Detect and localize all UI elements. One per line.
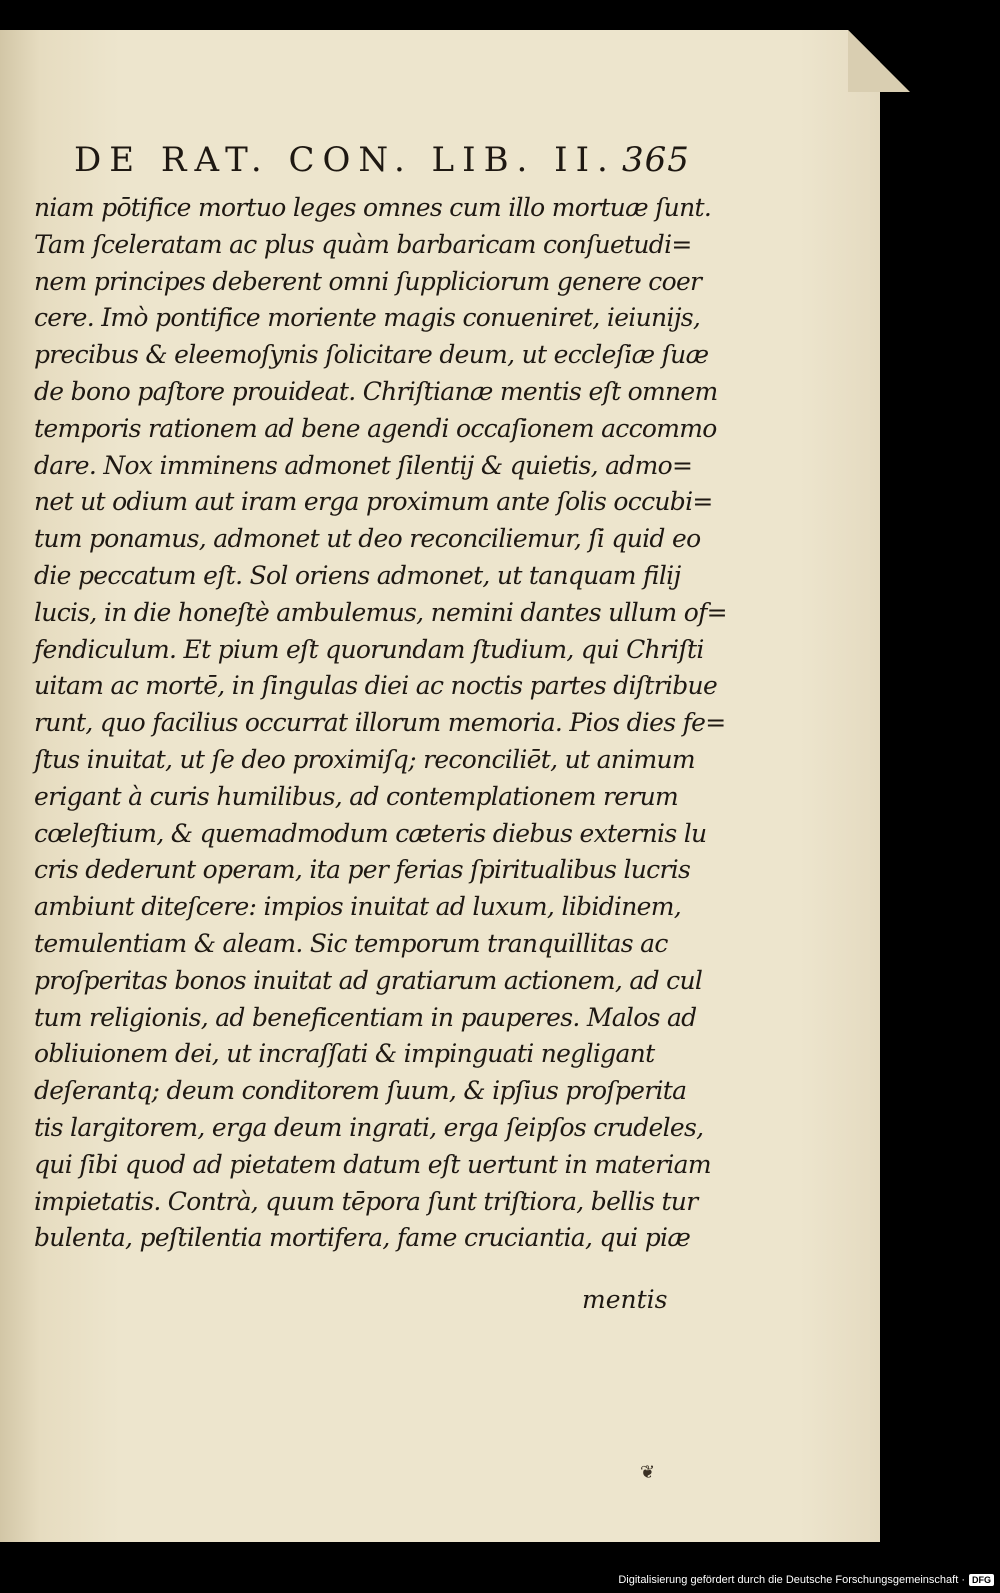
text-line: cere. Imò pontifice moriente magis conueniret, ieiunijs, — [34, 303, 701, 333]
text-line: niam pōtifice mortuo leges omnes cum illo mortuæ ſunt. — [34, 193, 712, 222]
text-line: qui ſibi quod ad pietatem datum eſt uertunt in materiam — [34, 1149, 711, 1179]
text-line: net ut odium aut iram erga proximum ante ſolis occubi= — [34, 487, 713, 517]
text-line: tis largitorem, erga deum ingrati, erga ſeipſos crudeles, — [34, 1112, 704, 1142]
text-line: precibus & eleemoſynis ſolicitare deum, ut eccleſiæ ſuæ — [34, 340, 709, 370]
text-line: cœleſtium, & quemadmodum cæteris diebus externis lu — [34, 818, 707, 848]
text-line: lucis, in die honeſtè ambulemus, nemini dantes ullum of= — [34, 597, 727, 627]
text-line: proſperitas bonos inuitat ad gratiarum actionem, ad cul — [34, 965, 703, 995]
text-line: deſerantq; deum conditorem ſuum, & ipſius proſperita — [34, 1076, 687, 1106]
text-line: runt, quo facilius occurrat illorum memoria. Pios dies fe= — [34, 708, 726, 738]
text-line: dare. Nox imminens admonet ſilentij & quietis, admo= — [34, 450, 693, 480]
ink-mark-icon: ❦ — [640, 1462, 656, 1483]
text-line: obliuionem dei, ut incraſſati & impinguati negligant — [34, 1039, 655, 1069]
catchword: mentis — [582, 1285, 668, 1314]
text-line: ambiunt diteſcere: impios inuitat ad luxum, libidinem, — [34, 892, 681, 922]
text-line: de bono paſtore prouideat. Chriſtianæ mentis eſt omnem — [34, 376, 718, 406]
body-text — [34, 190, 727, 1257]
text-line: tum ponamus, admonet ut deo reconciliemur, ſi quid eo — [34, 524, 701, 554]
text-line: Tam ſceleratam ac plus quàm barbaricam conſuetudi= — [34, 229, 692, 259]
funding-credit: Digitalisierung gefördert durch die Deutsche Forschungsgemeinschaft · — [618, 1574, 965, 1586]
text-line: tum religionis, ad beneficentiam in pauperes. Malos ad — [34, 1002, 697, 1032]
text-line: uitam ac mortē, in ſingulas diei ac noctis partes diſtribue — [34, 671, 718, 701]
text-line: die peccatum eſt. Sol oriens admonet, ut tanquam filij — [34, 560, 681, 590]
running-header — [74, 140, 690, 180]
text-line: ſtus inuitat, ut ſe deo proximiſq; reconciliēt, ut animum — [34, 744, 695, 774]
dfg-logo: DFG — [969, 1574, 994, 1586]
running-title: DE RAT. CON. LIB. II. — [74, 140, 616, 180]
text-line: nem principes deberent omni ſuppliciorum genere coer — [34, 266, 702, 296]
text-line: cris dederunt operam, ita per ferias ſpiritualibus lucris — [34, 855, 691, 885]
page-number: 365 — [622, 140, 690, 180]
text-line: bulenta, peſtilentia mortifera, fame cruciantia, qui piæ — [34, 1223, 691, 1253]
page-corner-fold — [848, 30, 910, 92]
digitization-footer — [618, 1571, 994, 1589]
text-line: temulentiam & aleam. Sic temporum tranquillitas ac — [34, 928, 668, 958]
text-line: temporis rationem ad bene agendi occaſionem accommo — [34, 413, 717, 443]
text-line: erigant à curis humilibus, ad contemplationem rerum — [34, 781, 679, 811]
text-line: impietatis. Contrà, quum tēpora ſunt triſtiora, bellis tur — [34, 1186, 698, 1216]
text-line: fendiculum. Et pium eſt quorundam ſtudium, qui Chriſti — [34, 634, 704, 664]
